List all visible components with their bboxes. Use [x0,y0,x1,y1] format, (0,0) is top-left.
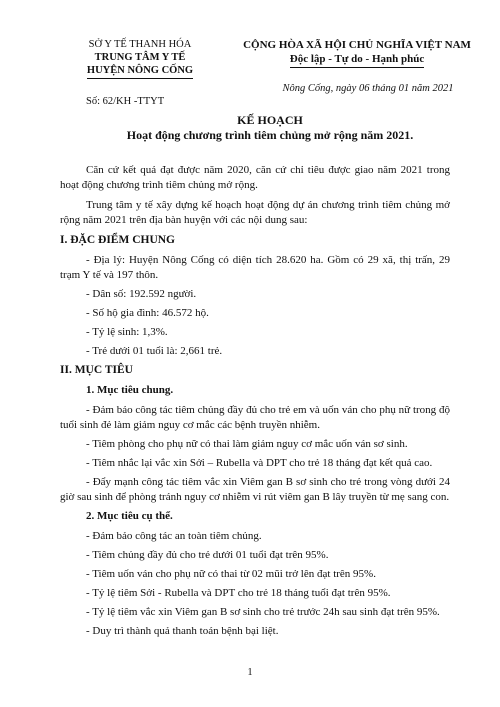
intro-paragraph: Căn cứ kết quả đạt được năm 2020, căn cứ chỉ tiêu được giao năm 2021 trong hoạt động chương trình tiêm chủng mở rộng. [60,164,450,191]
list-item: - Số hộ gia đình: 46.572 hộ. [86,307,209,319]
list-item: - Tiêm chủng đầy đủ cho trẻ dưới 01 tuổi đạt trên 95%. [86,549,329,561]
issuer-block [60,38,220,79]
section-heading: II. MỤC TIÊU [60,364,133,376]
issuer-line-3: HUYỆN NÔNG CỐNG [87,64,193,79]
list-item: - Tiêm nhắc lại vắc xin Sởi – Rubella và DPT cho trẻ 18 tháng đạt kết quả cao. [86,457,433,469]
page-number: 1 [247,667,253,678]
list-item: - Duy trì thành quả thanh toán bệnh bại liệt. [86,625,279,637]
national-title: CỘNG HÒA XÃ HỘI CHỦ NGHĨA VIỆT NAM [243,39,471,51]
national-header [232,38,482,68]
intro-paragraph: Trung tâm y tế xây dựng kế hoạch hoạt động dự án chương trình tiêm chủng mở rộng năm 2021 trên địa bàn huyện với các nội dung sau: [60,199,450,226]
list-item: - Đảm bảo công tác tiêm chủng đầy đủ cho trẻ em và uốn ván cho phụ nữ trong độ tuổi sinh đẻ làm giảm nguy cơ mắc các bệnh truyền nhiễm. [60,404,450,431]
issuer-line-2: TRUNG TÂM Y TẾ [94,52,186,63]
section-heading: I. ĐẶC ĐIỂM CHUNG [60,234,175,246]
document-title: KẾ HOẠCH [237,113,303,127]
list-item: - Tiêm phòng cho phụ nữ có thai làm giảm nguy cơ mắc uốn ván sơ sinh. [86,438,408,450]
document-number: Số: 62/KH -TTYT [86,96,165,107]
document-body [60,163,450,643]
document-subtitle: Hoạt động chương trình tiêm chủng mở rộng năm 2021. [126,128,414,142]
document-title-block [60,113,480,143]
document-date: Nông Cống, ngày 06 tháng 01 năm 2021 [282,83,454,94]
national-motto: Độc lập - Tự do - Hạnh phúc [290,52,424,68]
subsection-heading: 1. Mục tiêu chung. [86,384,174,396]
list-item: - Địa lý: Huyện Nông Cống có diện tích 28.620 ha. Gồm có 29 xã, thị trấn, 29 trạm Y tế và 197 thôn. [60,254,450,281]
list-item: - Tỷ lệ tiêm Sởi - Rubella và DPT cho trẻ 18 tháng tuổi đạt trên 95%. [86,587,391,599]
issuer-line-1: SỞ Y TẾ THANH HÓA [88,39,192,50]
list-item: - Tỷ lệ tiêm vắc xin Viêm gan B sơ sinh cho trẻ trước 24h sau sinh đạt trên 95%. [86,606,440,618]
subsection-heading: 2. Mục tiêu cụ thể. [86,510,173,522]
list-item: - Tiêm uốn ván cho phụ nữ có thai từ 02 mũi trở lên đạt trên 95%. [86,568,376,580]
list-item: - Dân số: 192.592 người. [86,288,197,300]
list-item: - Đảm bảo công tác an toàn tiêm chủng. [86,530,262,542]
list-item: - Trẻ dưới 01 tuổi là: 2,661 trẻ. [86,345,223,357]
list-item: - Tỷ lệ sinh: 1,3%. [86,326,168,338]
list-item: - Đẩy mạnh công tác tiêm vắc xin Viêm gan B sơ sinh cho trẻ trong vòng dưới 24 giờ sau sinh để phòng tránh nguy cơ nhiễm vi rút viêm gan B lây truyền từ mẹ sang con. [60,476,450,503]
